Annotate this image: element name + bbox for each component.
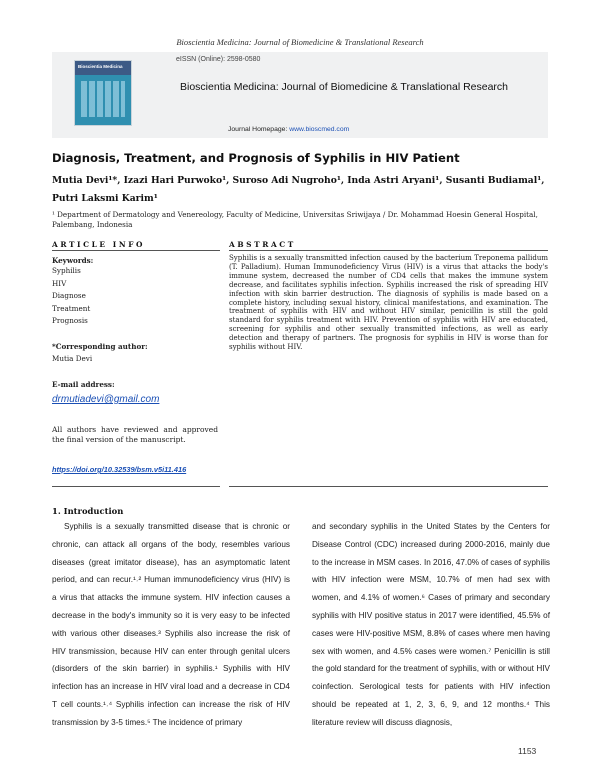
eissn: eISSN (Online): 2598-0580 bbox=[176, 56, 261, 63]
homepage-label: Journal Homepage: bbox=[228, 126, 288, 133]
article-info-bottom-rule bbox=[52, 486, 220, 487]
cover-title: Bioscientia Medicina bbox=[78, 64, 123, 69]
keyword-item: Syphilis bbox=[52, 266, 81, 275]
affiliation: ¹ Department of Dermatology and Venereology, Faculty of Medicine, Universitas Sriwijaya / Dr. Mohammad Hoesin General Hospital, Palembang, Indonesia bbox=[52, 210, 538, 229]
article-info-rule bbox=[52, 250, 220, 251]
corresponding-author-label: *Corresponding author: bbox=[52, 342, 148, 351]
keyword-item: Treatment bbox=[52, 303, 91, 313]
body-paragraph: and secondary syphilis in the United States by the Centers for Disease Control (CDC) increased during 2000-2016, mainly due to the increase in MSM cases. In 2016, 47.0% of cases of syphilis with HIV infection were MSM, 10.7% of men had sex with women, and 4.1% of women.⁶ Cases of primary and secondary syphilis with HIV positive status in 2017 were identified, 45.5% of cases were HIV-positive MSM, 8.8% of cases where men having sex with women, and 4.5% cases were women.⁷ Penicillin is still the gold standard for the treatment of syphilis, with or without HIV coinfection. Serological tests for patients with HIV infection should be repeated at 1, 2, 3, 6, 9, and 12 months.⁴ This literature review will discuss diagnosis, bbox=[312, 522, 551, 727]
journal-homepage bbox=[228, 126, 349, 133]
abstract-bottom-rule bbox=[229, 486, 548, 487]
email-label: E-mail address: bbox=[52, 380, 115, 389]
authors-line-1: Mutia Devi¹*, Izazi Hari Purwoko¹, Suroso Adi Nugroho¹, Inda Astri Aryani¹, Susanti Budiamal¹, bbox=[52, 175, 545, 186]
authors-line-2: Putri Laksmi Karim¹ bbox=[52, 193, 158, 204]
page-number: 1153 bbox=[518, 746, 537, 756]
body-paragraph: Syphilis is a sexually transmitted disease that is chronic or chronic, can attack all organs of the body, resembles various diseases (great imitator disease), has an asymptomatic latent period, and can recur.¹˒² Human immunodeficiency virus (HIV) is a virus that attacks the immune system. HIV infection causes a decrease in the body's immunity so it is very easy to be infected with various other diseases.³ Syphilis also increase the risk of HIV transmission, because HIV can enter through genital ulcers (disorders of the skin barrier) in syphilis.¹ Syphilis with HIV infection has an increase in HIV viral load and a decrease in CD4 T cell counts.¹˒⁴ Syphilis infection can increase the risk of HIV transmission by 3-5 times.⁵ The incidence of primary bbox=[52, 522, 290, 727]
abstract-text: Syphilis is a sexually transmitted infection caused by the bacterium Treponema pallidum (T. Palladium). Human Immunodeficiency Virus (HIV) is a virus that attacks the body's immune system, decreased the number of CD4 cells that makes the immune system decrease, and facilitates syphilis infection. Syphilis increased the risk of spreading HIV infection with skin barrier destruction. The diagnosis of syphilis is made based on a complete history, including sexual history, clinical manifestations, and examination. The treatment of syphilis with HIV and without HIV similar, penicillin is still the gold standard for syphilis treatment with HIV. Prevention of syphilis with HIV are educated, screening for syphilis and other sexually transmitted infections, as well as early detection and therapy of partners. The prognosis for syphilis in HIV is worse than for syphilis without HIV. bbox=[229, 254, 548, 352]
email-link[interactable]: drmutiadevi@gmail.com bbox=[52, 394, 160, 405]
corresponding-author-name: Mutia Devi bbox=[52, 354, 93, 363]
introduction-heading: 1. Introduction bbox=[52, 506, 124, 516]
journal-header bbox=[52, 52, 548, 138]
keyword-item: Prognosis bbox=[52, 316, 88, 326]
keyword-item: HIV bbox=[52, 278, 67, 288]
doi-block bbox=[52, 465, 222, 474]
journal-title: Bioscientia Medicina: Journal of Biomedicine & Translational Research bbox=[180, 81, 509, 93]
abstract-rule bbox=[229, 250, 548, 251]
keyword-item: Diagnose bbox=[52, 291, 86, 301]
author-list bbox=[52, 172, 552, 208]
body-column-left bbox=[52, 518, 290, 732]
keywords-label: Keywords: bbox=[52, 256, 94, 265]
corresponding-author-block bbox=[52, 342, 222, 363]
doi-link[interactable]: https://doi.org/10.32539/bsm.v5i11.416 bbox=[52, 465, 187, 474]
journal-cover-image bbox=[74, 60, 132, 126]
body-column-right bbox=[312, 518, 550, 732]
running-head: Bioscientia Medicina: Journal of Biomedicine & Translational Research bbox=[176, 37, 424, 47]
abstract-heading: ABSTRACT bbox=[229, 240, 296, 249]
article-title: Diagnosis, Treatment, and Prognosis of Syphilis in HIV Patient bbox=[52, 151, 460, 165]
email-block bbox=[52, 380, 222, 405]
homepage-link[interactable]: www.bioscmed.com bbox=[289, 126, 350, 133]
article-info-heading: ARTICLE INFO bbox=[52, 240, 146, 249]
keywords-block bbox=[52, 256, 222, 328]
reviewed-note: All authors have reviewed and approved the final version of the manuscript. bbox=[52, 425, 218, 444]
